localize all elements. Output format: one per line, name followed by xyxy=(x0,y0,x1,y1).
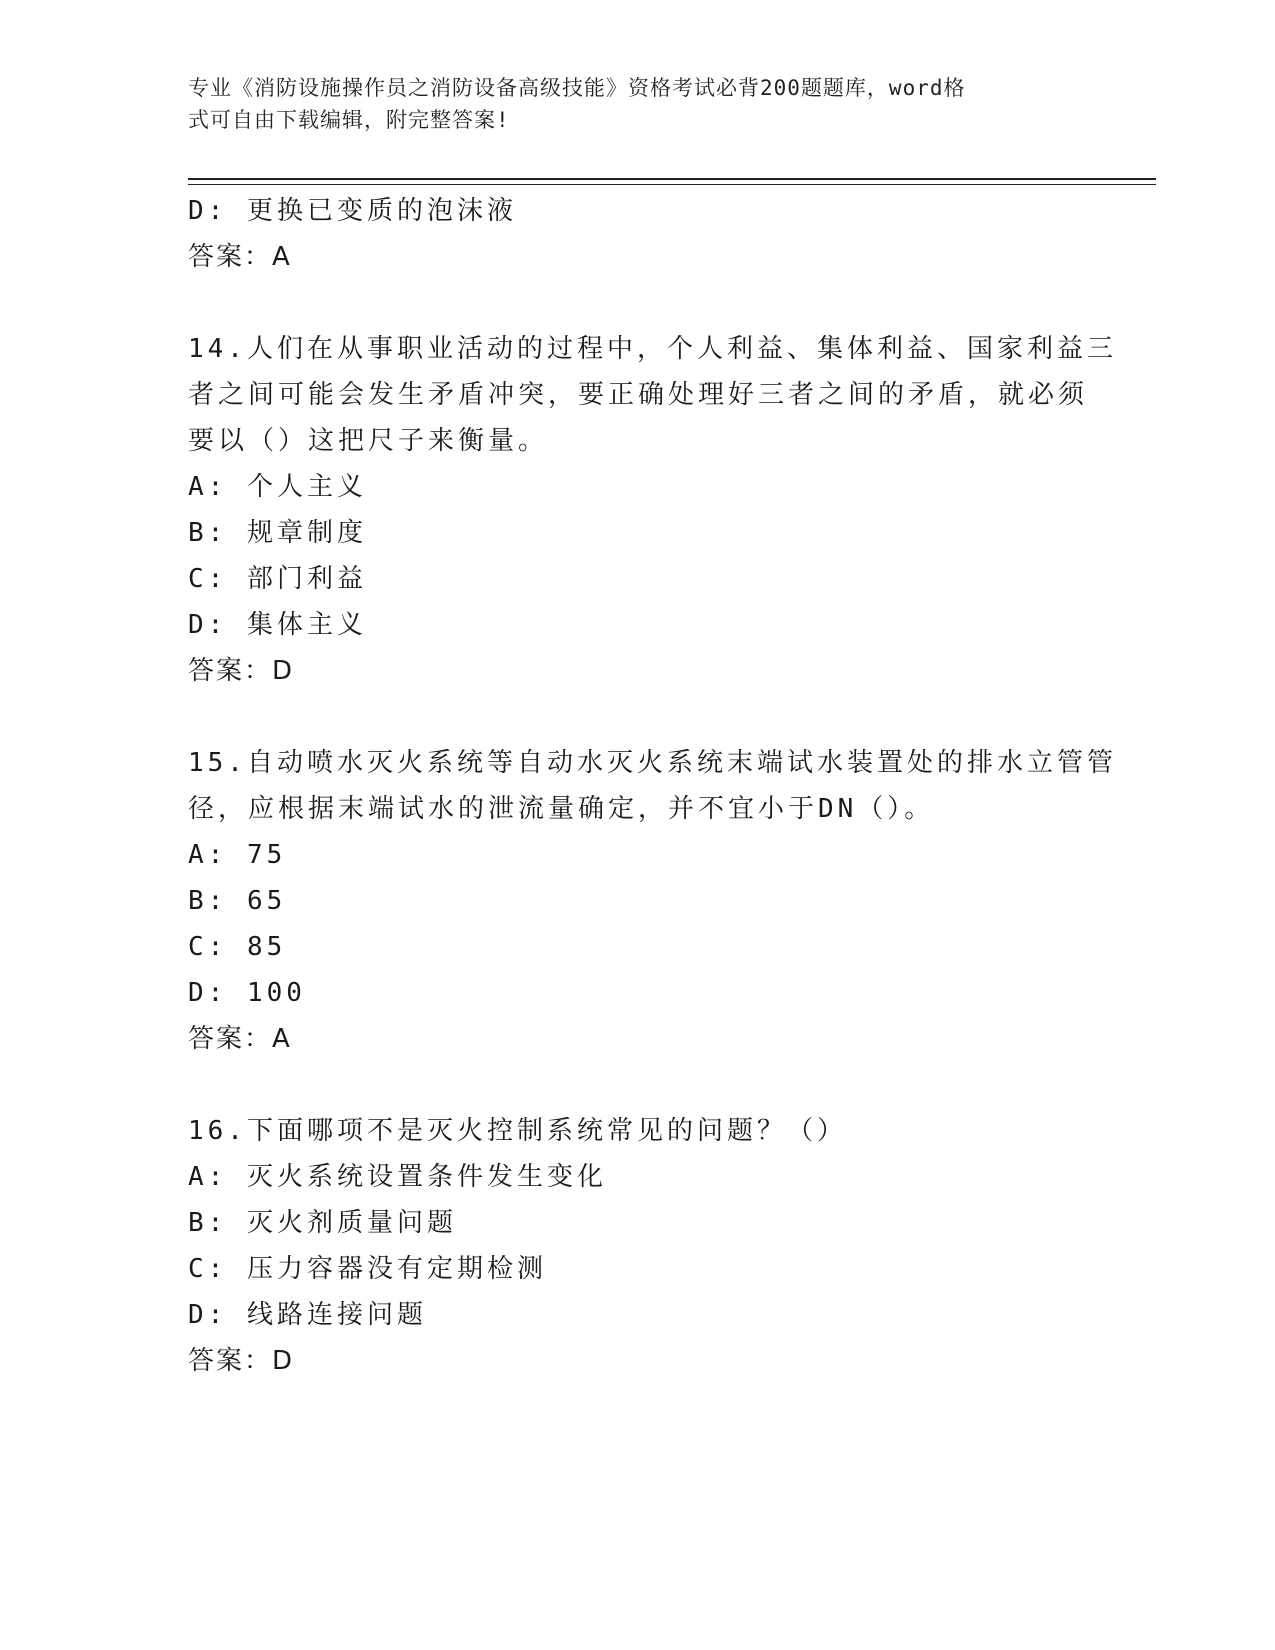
option-d: D: 100 xyxy=(188,978,306,1008)
option-c: C: 85 xyxy=(188,932,287,962)
option-c: C: 压力容器没有定期检测 xyxy=(188,1254,547,1284)
question-15 xyxy=(188,740,1117,1062)
option-b: B: 规章制度 xyxy=(188,518,367,548)
option-b: B: 65 xyxy=(188,886,287,916)
option-d: D: 更换已变质的泡沫液 xyxy=(188,196,517,226)
question-text-line: 16.下面哪项不是灭火控制系统常见的问题？（） xyxy=(188,1116,847,1146)
header-divider-thin xyxy=(188,184,1156,185)
document-body xyxy=(188,188,1117,1384)
header-line-1: 专业《消防设施操作员之消防设备高级技能》资格考试必背200题题库，word格 xyxy=(188,76,966,100)
answer-label: 答案：D xyxy=(188,1346,295,1376)
question-13-tail xyxy=(188,188,1088,280)
header-line-2: 式可自由下载编辑，附完整答案! xyxy=(188,108,510,132)
question-text-line: 者之间可能会发生矛盾冲突，要正确处理好三者之间的矛盾，就必须 xyxy=(188,380,1089,410)
option-a: A: 个人主义 xyxy=(188,472,367,502)
question-16 xyxy=(188,1108,1088,1384)
header-divider-thick xyxy=(188,178,1156,180)
option-a: A: 灭火系统设置条件发生变化 xyxy=(188,1162,607,1192)
document-header xyxy=(188,72,1088,136)
option-d: D: 线路连接问题 xyxy=(188,1300,427,1330)
option-a: A: 75 xyxy=(188,840,287,870)
answer-label: 答案：D xyxy=(188,656,295,686)
option-d: D: 集体主义 xyxy=(188,610,367,640)
question-text-line: 15.自动喷水灭火系统等自动水灭火系统末端试水装置处的排水立管管 xyxy=(188,748,1117,778)
question-text-line: 14.人们在从事职业活动的过程中，个人利益、集体利益、国家利益三 xyxy=(188,334,1117,364)
answer-label: 答案：A xyxy=(188,242,292,272)
question-14 xyxy=(188,326,1117,694)
answer-label: 答案：A xyxy=(188,1024,292,1054)
option-b: B: 灭火剂质量问题 xyxy=(188,1208,457,1238)
option-c: C: 部门利益 xyxy=(188,564,367,594)
question-text-line: 要以（）这把尺子来衡量。 xyxy=(188,426,549,456)
question-text-line: 径，应根据末端试水的泄流量确定，并不宜小于DN（）。 xyxy=(188,794,935,824)
